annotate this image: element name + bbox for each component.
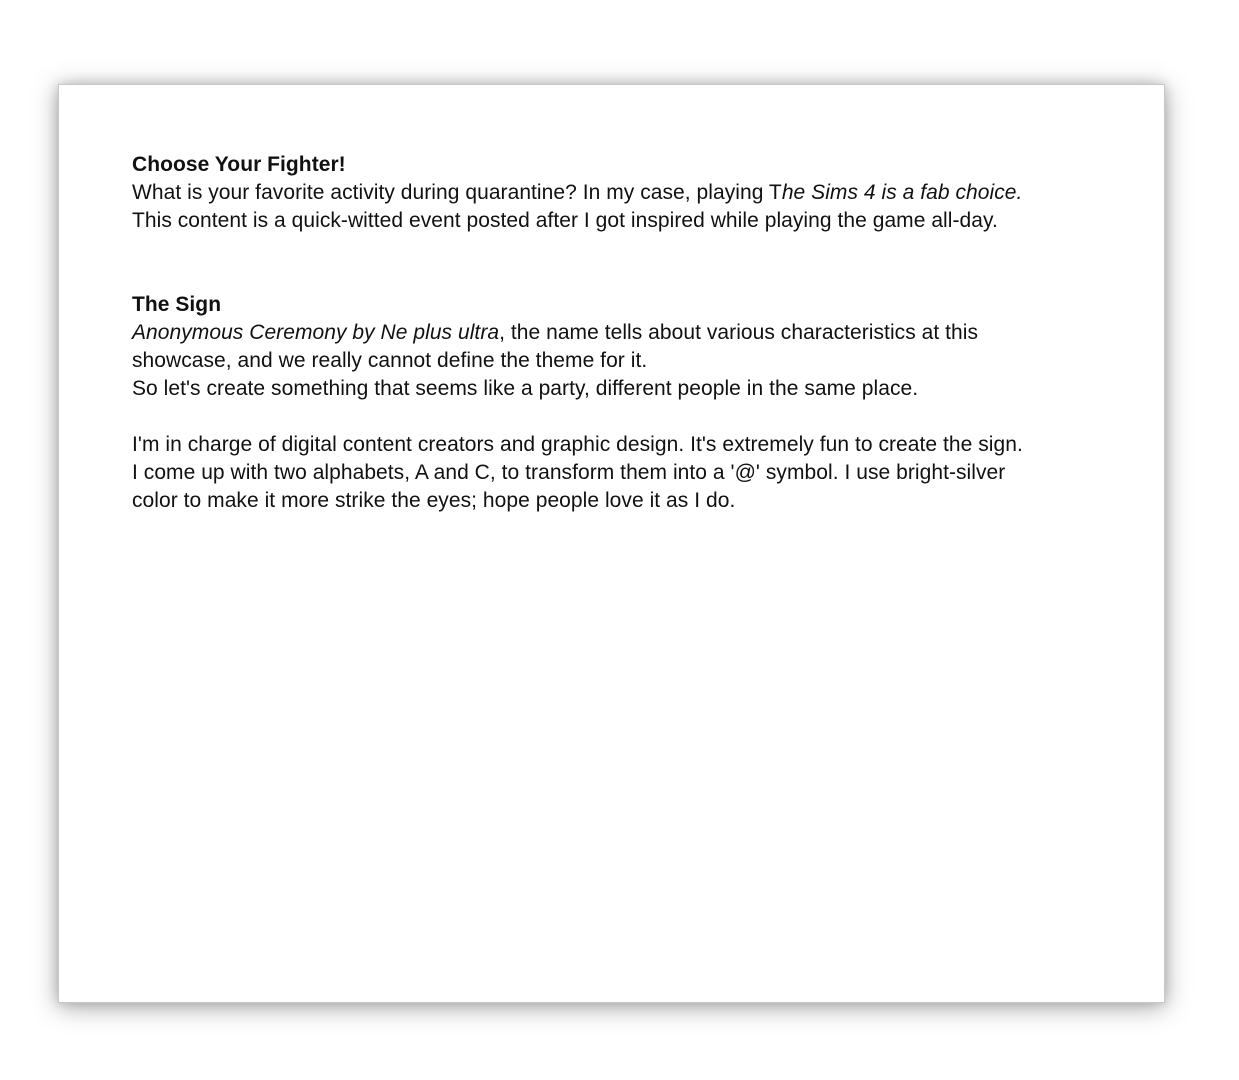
section-choose-your-fighter xyxy=(132,151,1122,235)
text-run: , the name tells about various characteristics at this xyxy=(499,321,979,344)
spacer xyxy=(132,403,1122,431)
document-page xyxy=(58,84,1165,1003)
paragraph-line: This content is a quick-witted event posted after I got inspired while playing the game all-day. xyxy=(132,209,998,232)
paragraph-line xyxy=(132,319,1122,347)
text-run: What is your favorite activity during quarantine? In my case, playing T xyxy=(132,181,782,204)
paragraph-line: I come up with two alphabets, A and C, to transform them into a '@' symbol. I use bright-silver xyxy=(132,461,1006,484)
paragraph-line xyxy=(132,179,1122,207)
paragraph-line: So let's create something that seems like a party, different people in the same place. xyxy=(132,377,919,400)
spacer xyxy=(132,235,1122,291)
italic-text-run: he Sims 4 is a fab choice. xyxy=(781,181,1023,204)
section-heading: The Sign xyxy=(132,293,222,316)
italic-text-run: Anonymous Ceremony by Ne plus ultra xyxy=(132,321,500,344)
paragraph-line: color to make it more strike the eyes; hope people love it as I do. xyxy=(132,489,736,512)
section-heading: Choose Your Fighter! xyxy=(132,153,346,176)
section-the-sign xyxy=(132,291,1122,515)
document-body xyxy=(132,151,1122,515)
paragraph-line: I'm in charge of digital content creators and graphic design. It's extremely fun to create the sign. xyxy=(132,433,1023,456)
paragraph-line: showcase, and we really cannot define the theme for it. xyxy=(132,349,648,372)
